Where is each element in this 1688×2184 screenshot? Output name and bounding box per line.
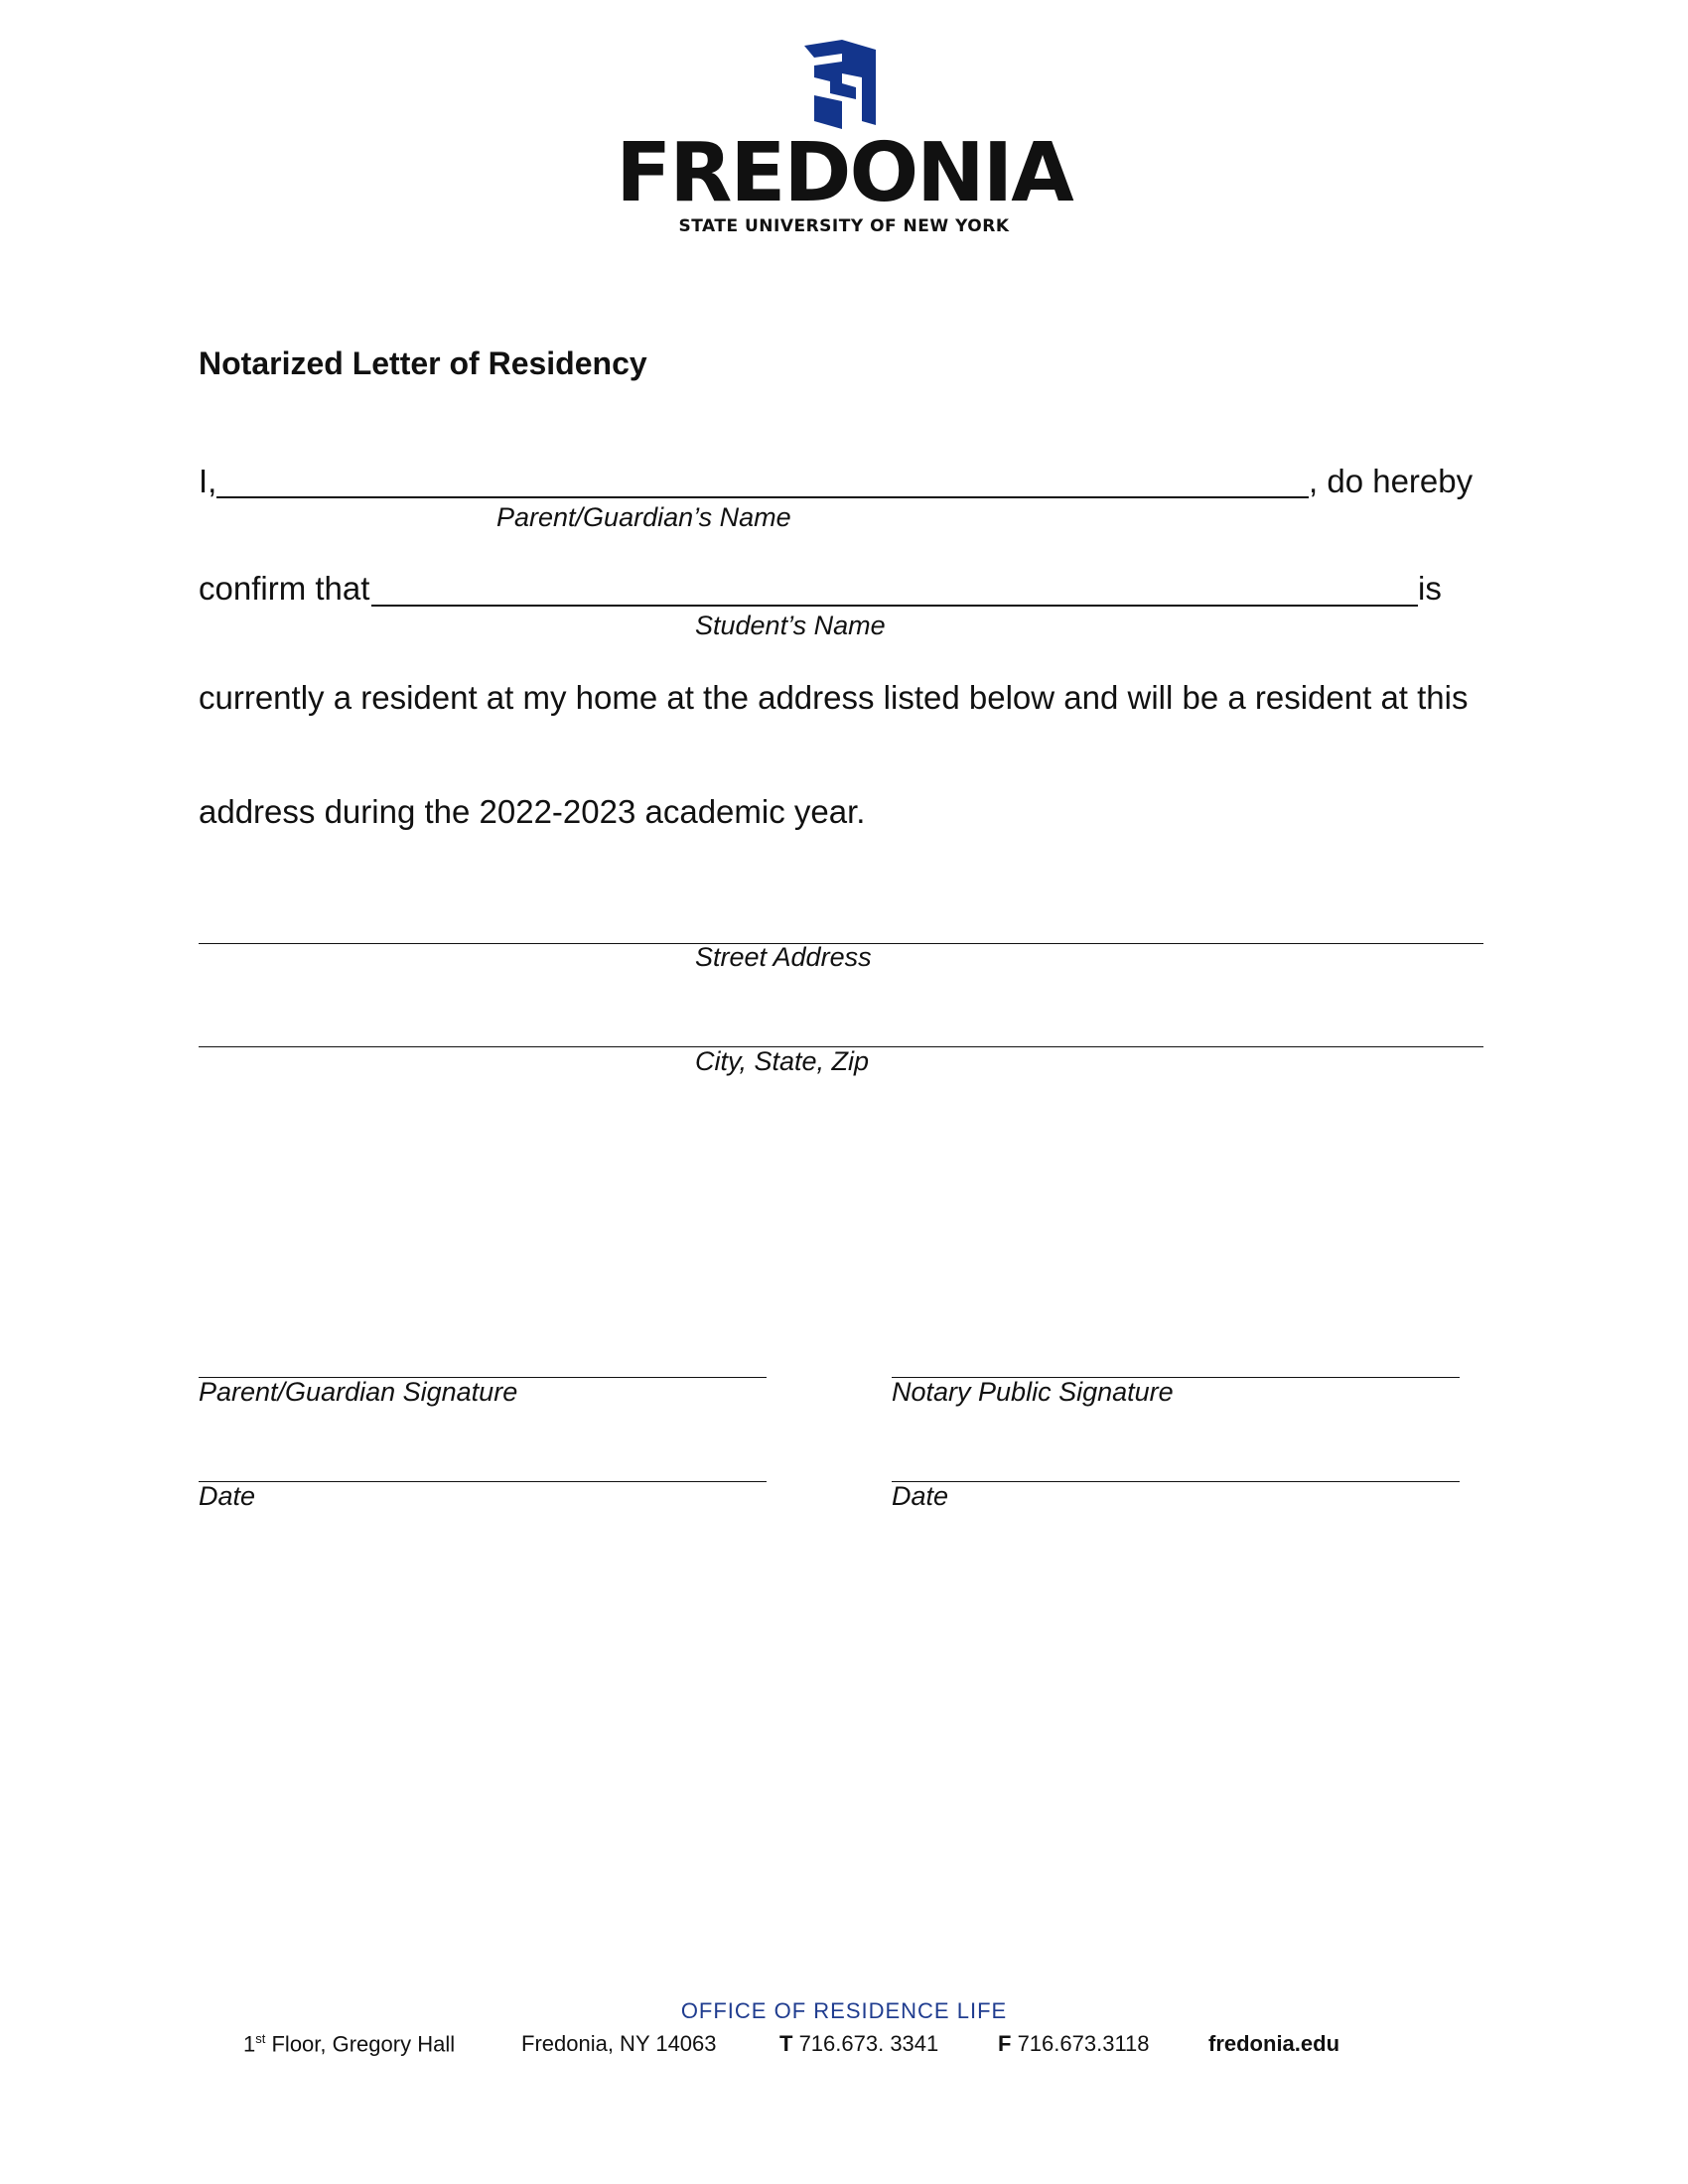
footer-office: OFFICE OF RESIDENCE LIFE [680,1998,1008,2023]
parent-date-field[interactable] [199,1481,767,1482]
city-state-zip-caption: City, State, Zip [695,1046,870,1076]
page-title: Notarized Letter of Residency [199,345,647,381]
notary-date-caption: Date [892,1481,949,1511]
notary-signature-caption: Notary Public Signature [892,1377,1174,1407]
fredonia-mark-icon [802,38,878,129]
parent-name-field[interactable] [216,496,1309,498]
line1-suffix: , do hereby [1309,463,1474,499]
footer-phone-number: 716.673. 3341 [792,2031,939,2056]
parent-date-caption: Date [199,1481,256,1511]
footer-city: Fredonia, NY 14063 [521,2031,717,2056]
line2-suffix: is [1418,570,1442,607]
body-line-4: address during the 2022-2023 academic year. [199,793,866,830]
logo-wordmark: FREDONIA [616,126,1072,220]
street-address-caption: Street Address [695,942,872,972]
student-name-field[interactable] [371,605,1418,607]
line1-prefix: I, [199,463,217,499]
footer-fax [998,2031,1150,2057]
line2-prefix: confirm that [199,570,370,607]
footer-fax-label: F [998,2031,1012,2056]
parent-signature-caption: Parent/Guardian Signature [199,1377,518,1407]
footer-floor-sup: st [255,2031,266,2046]
footer-phone [779,2031,938,2057]
logo-subtitle: STATE UNIVERSITY OF NEW YORK [678,216,1010,236]
footer-website-link[interactable]: fredonia.edu [1208,2031,1340,2056]
notary-date-field[interactable] [892,1481,1460,1482]
parent-name-caption: Parent/Guardian’s Name [496,502,791,532]
footer-floor [243,2031,455,2057]
footer-phone-label: T [779,2031,793,2056]
student-name-caption: Student’s Name [695,611,886,640]
footer-floor-rest: Floor, Gregory Hall [265,2031,456,2057]
body-line-3: currently a resident at my home at the address listed below and will be a resident at this [199,679,1469,716]
footer-floor-num: 1 [243,2031,256,2057]
footer-fax-number: 716.673.3118 [1011,2031,1150,2056]
